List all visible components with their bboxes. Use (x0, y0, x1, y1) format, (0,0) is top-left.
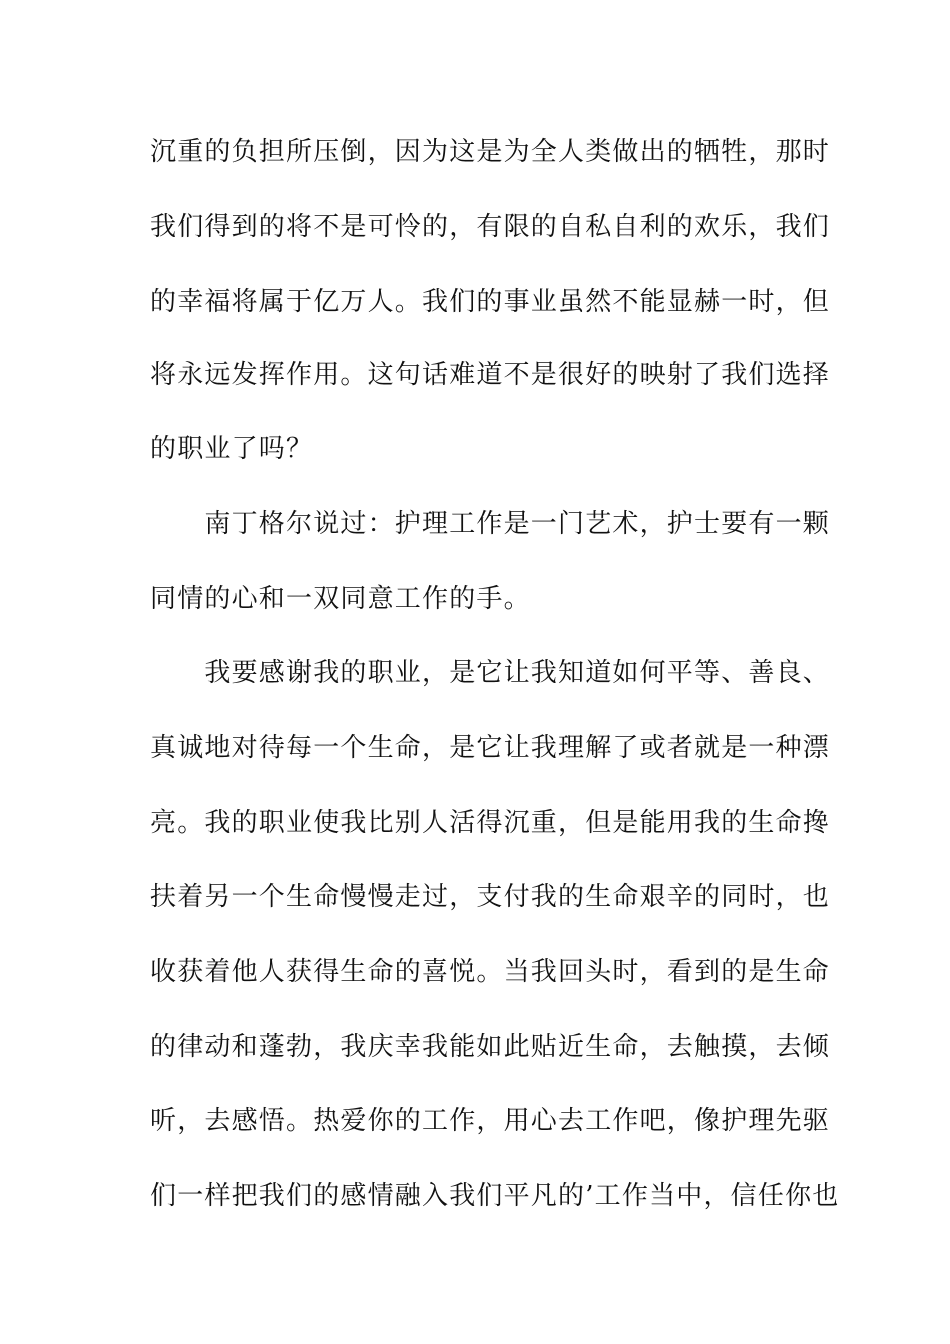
text-line: 我们得到的将不是可怜的，有限的自私自利的欢乐，我们 (150, 212, 831, 242)
text-line: 们一样把我们的感情融入我们平凡的’工作当中，信任你也 (150, 1181, 840, 1211)
text-line: 真诚地对待每一个生命，是它让我理解了或者就是一种漂 (150, 733, 831, 763)
text-line: 亮。我的职业使我比别人活得沉重，但是能用我的生命搀 (150, 808, 831, 838)
text-line: 沉重的负担所压倒，因为这是为全人类做出的牺牲，那时 (150, 137, 831, 167)
text-line: 我要感谢我的职业，是它让我知道如何平等、善良、 (150, 658, 831, 688)
text-line: 将永远发挥作用。这句话难道不是很好的映射了我们选择 (150, 360, 831, 390)
text-line: 的律动和蓬勃，我庆幸我能如此贴近生命，去触摸，去倾 (150, 1032, 831, 1062)
text-line: 同情的心和一双同意工作的手。 (150, 584, 531, 614)
text-line: 收获着他人获得生命的喜悦。当我回头时，看到的是生命 (150, 957, 831, 987)
text-line: 南丁格尔说过：护理工作是一门艺术，护士要有一颗 (150, 509, 831, 539)
text-line: 扶着另一个生命慢慢走过，支付我的生命艰辛的同时，也 (150, 882, 831, 912)
text-line: 听，去感悟。热爱你的工作，用心去工作吧，像护理先驱 (150, 1106, 831, 1136)
text-line: 的幸福将属于亿万人。我们的事业虽然不能显赫一时，但 (150, 287, 831, 317)
text-line: 的职业了吗？ (150, 434, 314, 464)
